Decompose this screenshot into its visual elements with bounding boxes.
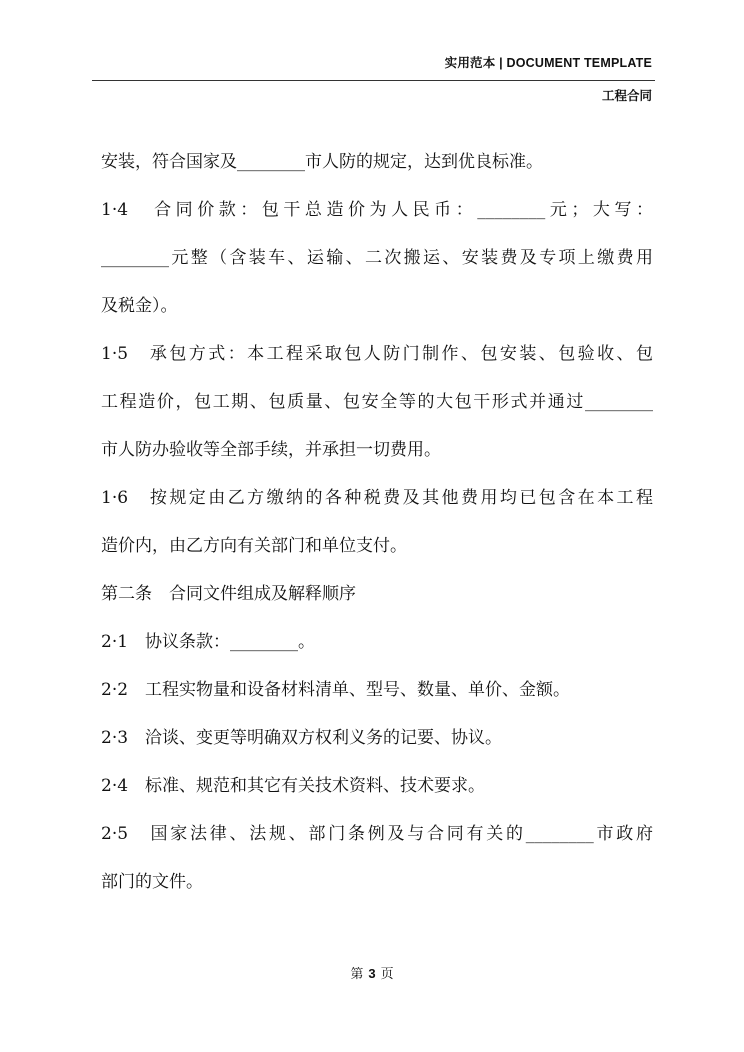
clause-1-5-line-1: 1·5 承包方式：本工程采取包人防门制作、包安装、包验收、包 <box>101 344 653 364</box>
clause-2-4: 2·4 标准、规范和其它有关技术资料、技术要求。 <box>101 776 486 796</box>
page-number <box>0 963 744 982</box>
clause-2-1: 2·1 协议条款：________。 <box>101 632 316 652</box>
clause-2-3: 2·3 洽谈、变更等明确双方权利义务的记要、协议。 <box>101 728 503 748</box>
page-number-suffix: 页 <box>380 967 394 982</box>
clause-2-2: 2·2 工程实物量和设备材料清单、型号、数量、单价、金额。 <box>101 680 571 700</box>
article-2-heading: 第二条 合同文件组成及解释顺序 <box>101 584 356 604</box>
clause-1-4-line-3: 及税金）。 <box>101 296 178 316</box>
clause-1-4-line-1: 1·4 合同价款：包干总造价为人民币：________元；大写： <box>101 200 653 220</box>
header-divider <box>92 80 655 81</box>
clause-1-6-line-2: 造价内，由乙方向有关部门和单位支付。 <box>101 536 407 556</box>
header-brand: 实用范本 | DOCUMENT TEMPLATE <box>444 56 652 70</box>
clause-1-5-line-2: 工程造价，包工期、包质量、包安全等的大包干形式并通过________ <box>101 392 653 412</box>
clause-1-6-line-1: 1·6 按规定由乙方缴纳的各种税费及其他费用均已包含在本工程 <box>101 488 653 508</box>
body-line-1: 安装，符合国家及________市人防的规定，达到优良标准。 <box>101 152 543 172</box>
clause-1-4-line-2: ________元整（含装车、运输、二次搬运、安装费及专项上缴费用 <box>101 248 653 268</box>
page-number-value: 3 <box>368 966 376 981</box>
document-body <box>101 138 653 906</box>
clause-1-5-line-3: 市人防办验收等全部手续，并承担一切费用。 <box>101 440 441 460</box>
clause-2-5-line-2: 部门的文件。 <box>101 872 203 892</box>
clause-2-5-line-1: 2·5 国家法律、法规、部门条例及与合同有关的________市政府 <box>101 824 653 844</box>
header-doc-type: 工程合同 <box>601 89 652 103</box>
page-number-prefix: 第 <box>350 967 364 982</box>
